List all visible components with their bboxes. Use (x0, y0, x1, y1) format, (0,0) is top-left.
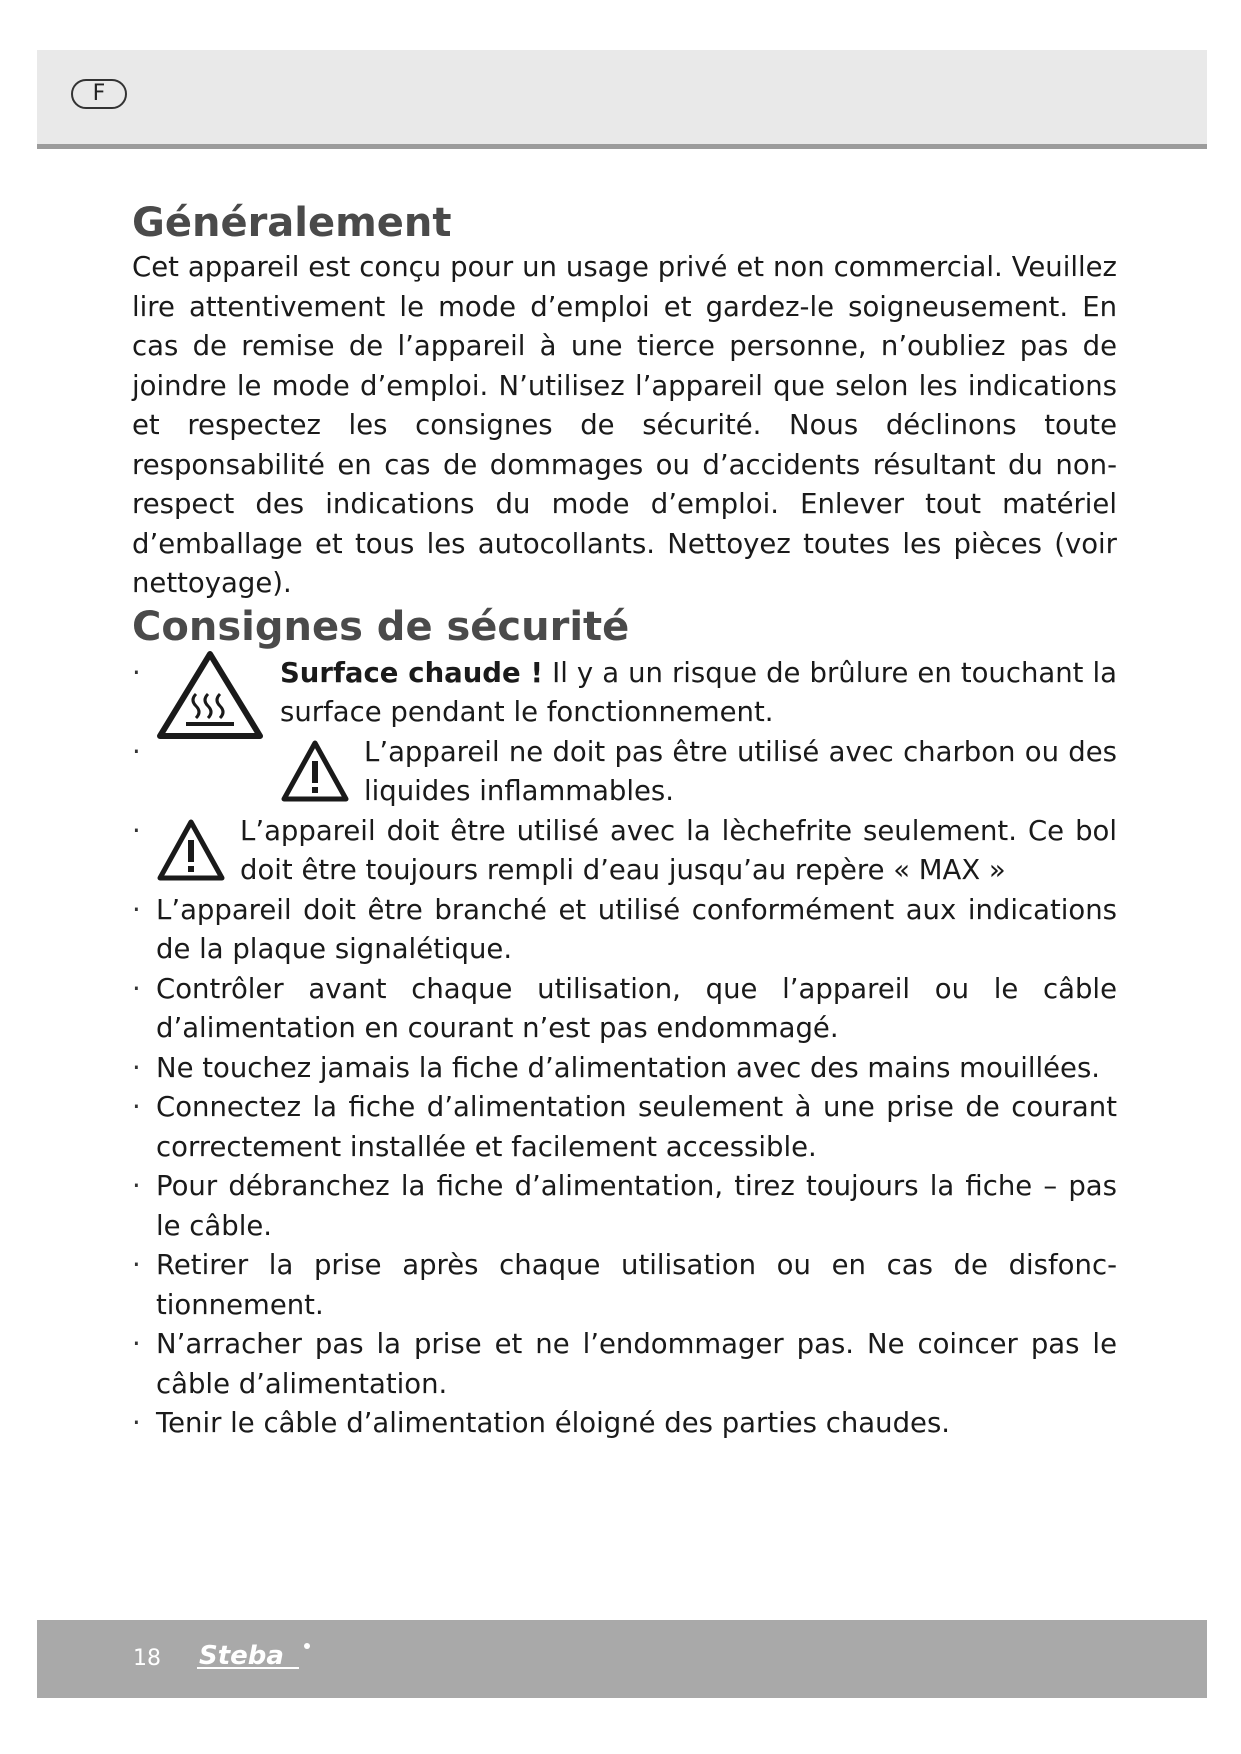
safety-item (132, 812, 1117, 891)
safety-item (132, 1246, 1117, 1325)
safety-item-text: Tenir le câble d’alimentation éloigné des parties chaudes. (156, 1407, 951, 1439)
safety-item (132, 1325, 1117, 1404)
safety-item-text: Contrôler avant chaque utilisation, que l’appareil ou le câble d’alimentation en courant n’est pas endommagé. (156, 972, 1117, 1044)
safety-item (132, 891, 1117, 970)
safety-item-text: Retirer la prise après chaque utilisation ou en cas de disfonctionnement. (156, 1249, 1117, 1321)
bullet: · (132, 1328, 141, 1360)
header-band (37, 50, 1207, 149)
bullet: · (132, 1407, 141, 1439)
safety-item (132, 1088, 1117, 1167)
bullet: · (132, 656, 141, 689)
page-number: 18 (133, 1646, 161, 1671)
safety-item-text: L’appareil doit être branché et utilisé conformément aux indications de la plaque signalétique. (156, 893, 1117, 965)
exclamation-warning-icon (280, 739, 350, 805)
safety-item (132, 970, 1117, 1049)
bullet: · (132, 972, 141, 1005)
bullet: · (132, 1170, 141, 1202)
brand-logo-text: Steba (199, 1641, 284, 1671)
bullet: · (132, 1091, 141, 1123)
safety-item-text: N’arracher pas la prise et ne l’endommager pas. Ne coincer pas le câble d’alimentation. (156, 1328, 1117, 1400)
general-paragraph: Cet appareil est conçu pour un usage privé et non commercial. Veuillez lire attentivement le mode d’emploi et gardez-le soigneusement. En cas de remise de l’appareil à une tierce personne, n’oubliez pas de joindre le mode d’emploi. N’utilisez l’appareil que selon les indications et respectez les consignes de sécurité. Nous déclinons toute responsabilité en cas de dommages ou d’accidents résultant du non-respect des indications du mode d’emploi. Enlever tout matériel d’emballage et tous les autocollants. Nettoyez toutes les pièces (voir nettoyage). (132, 251, 1117, 599)
safety-item (132, 1167, 1117, 1246)
brand-logo (195, 1638, 321, 1674)
safety-list (132, 654, 1117, 1444)
safety-item (132, 1404, 1117, 1444)
footer-band (37, 1620, 1207, 1698)
hot-surface-text: Il y a un risque de brûlure en touchant la surface pendant le fonctionnement. (280, 656, 1117, 728)
safety-item (132, 1049, 1117, 1089)
safety-item-hot-surface (132, 654, 1117, 733)
safety-item (132, 733, 1117, 812)
exclamation-warning-icon (156, 818, 226, 884)
safety-item-text: L’appareil ne doit pas être utilisé avec charbon ou des liquides inflammables. (364, 735, 1117, 807)
safety-item-text: L’appareil doit être utilisé avec la lèchefrite seulement. Ce bol doit être toujours rempli d’eau jusqu’au repère « MAX » (240, 814, 1117, 886)
safety-item-text: Connectez la fiche d’alimentation seulement à une prise de courant correctement installée et facilement accessible. (156, 1091, 1117, 1163)
page-content (132, 200, 1117, 1444)
bullet: · (132, 893, 141, 926)
safety-title: Consignes de sécurité (132, 603, 630, 650)
bullet: · (132, 814, 141, 847)
bullet: · (132, 1249, 141, 1281)
bullet: · (132, 1051, 141, 1084)
language-badge: F (71, 79, 127, 109)
hot-surface-lead: Surface chaude ! (280, 656, 544, 689)
safety-item-text: Pour débranchez la fiche d’alimentation, tirez toujours la fiche – pas le câble. (156, 1170, 1117, 1242)
safety-item-text: Ne touchez jamais la fiche d’alimentation avec des mains mouillées. (156, 1051, 1101, 1084)
bullet: · (132, 735, 141, 768)
hot-surface-warning-icon (156, 650, 264, 742)
general-title: Généralement (132, 200, 452, 246)
